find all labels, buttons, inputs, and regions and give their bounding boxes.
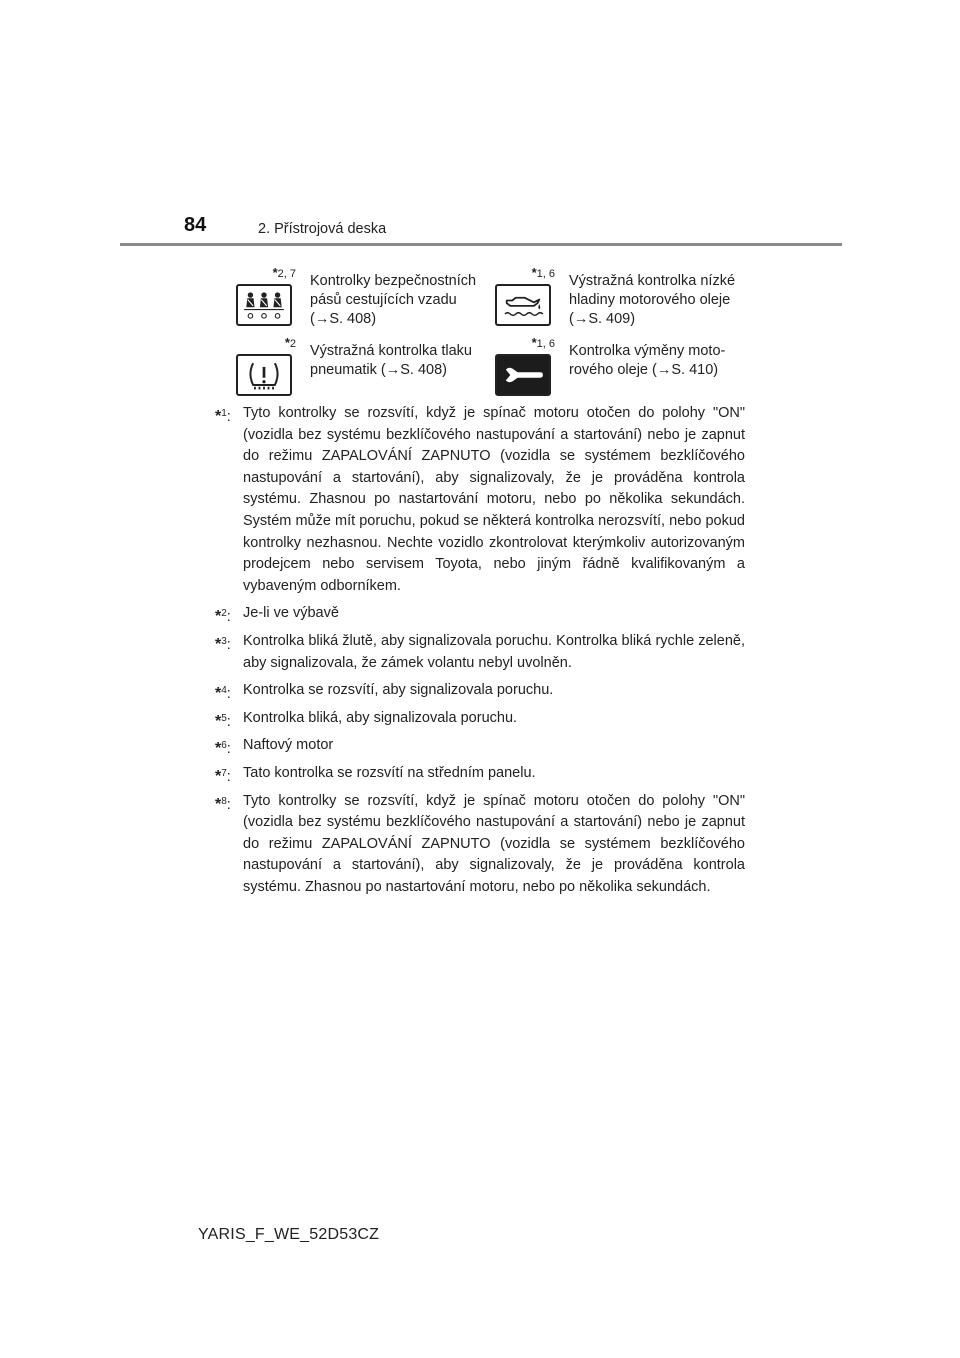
footnote (215, 763, 745, 785)
footnote (215, 735, 745, 757)
rear-seatbelt-icon (236, 284, 292, 326)
oil-level-icon (495, 284, 551, 326)
footnote-marker: *$^6$: (215, 740, 231, 758)
footnote-marker: *$^8$: (215, 795, 231, 813)
footnote (215, 708, 745, 730)
indicator-footnote-ref: *2, 7 (272, 265, 296, 280)
indicator-description: Výstražná kontrolka nízké hladiny motorového oleje (→S. 409) (569, 273, 736, 327)
footnote-text: Naftový motor (243, 737, 334, 754)
footnote-text: Kontrolka bliká žlutě, aby signalizovala poruchu. Kontrolka bliká rychle zeleně, aby signalizovala, že zámek volantu nebyl uvolněn. (243, 632, 745, 671)
footnote-marker: *$^3$: (215, 635, 231, 653)
footnote-text: Kontrolka se rozsvítí, aby signalizovala poruchu. (243, 682, 554, 699)
page-number: 84 (184, 214, 207, 236)
footnote (215, 603, 745, 625)
page-header (0, 0, 960, 250)
footnote (215, 403, 745, 597)
indicator-oil-change (495, 335, 755, 412)
section-title: 2. Přístrojová deska (258, 221, 387, 237)
indicator-description: Výstražná kontrolka tlaku pneumatik (→S. 408) (310, 343, 472, 378)
footnote-text: Kontrolka bliká, aby signalizovala poruchu. (243, 709, 518, 726)
tire-pressure-icon (236, 354, 292, 396)
header-divider (120, 243, 842, 246)
footnote-marker: *$^1$: (215, 408, 231, 425)
footnote-text: Tyto kontrolky se rozsvítí, když je spínač motoru otočen do polohy "ON" (vozidla bez systému bezklíčového nastupování a startování) nebo je zapnut do režimu ZAPALOVÁNÍ ZAPNUTO (vozidla se systémem bezklíčového nastupování a startování), aby signalizovaly, že je prováděna kontrola systému. Zhasnou po nastartování motoru, nebo po několika sekundách. Systém může mít poruchu, pokud se některá kontrolka nerozsvítí, nebo pokud kontrolky nezhasnou. Nechte vozidlo zkontrolovat kterýmkoliv autorizovaným prodejcem nebo servisem Toyota, nebo jiným řádně kvalifikovaným a vybaveným odborníkem. (243, 405, 745, 594)
indicator-oil-level (495, 265, 755, 342)
indicator-rear-seatbelt (236, 265, 496, 342)
footnote (215, 631, 745, 674)
indicator-footnote-ref: *1, 6 (531, 335, 555, 350)
wrench-icon (495, 354, 551, 396)
indicator-description: Kontrolka výměny moto- rového oleje (→S. 410) (569, 343, 726, 378)
footnote (215, 791, 745, 899)
footnote-text: Je-li ve výbavě (243, 605, 339, 622)
footnote-marker: *$^7$: (215, 767, 231, 785)
footnote-marker: *$^2$: (215, 608, 231, 626)
document-code: YARIS_F_WE_52D53CZ (198, 1226, 380, 1243)
footnote-marker: *$^5$: (215, 712, 231, 730)
indicator-description: Kontrolky bezpečnostních pásů cestujících vzadu (→S. 408) (310, 273, 477, 327)
indicator-footnote-ref: *1, 6 (531, 265, 555, 280)
footnote-marker: *$^4$: (215, 685, 231, 703)
indicator-tire-pressure (236, 335, 496, 412)
footnote-text: Tato kontrolka se rozsvítí na středním panelu. (243, 764, 536, 781)
footnotes-list (215, 403, 745, 904)
footnote (215, 680, 745, 702)
footnote-text: Tyto kontrolky se rozsvítí, když je spínač motoru otočen do polohy "ON" (vozidla bez systému bezklíčového nastupování a startování) nebo je zapnut do režimu ZAPALOVÁNÍ ZAPNUTO (vozidla se systémem bezklíčového nastupování a startování), aby signalizovaly, že je prováděna kontrola systému. Zhasnou po nastartování motoru, nebo po několika sekundách. (243, 792, 745, 895)
indicator-footnote-ref: *2 (284, 335, 296, 350)
